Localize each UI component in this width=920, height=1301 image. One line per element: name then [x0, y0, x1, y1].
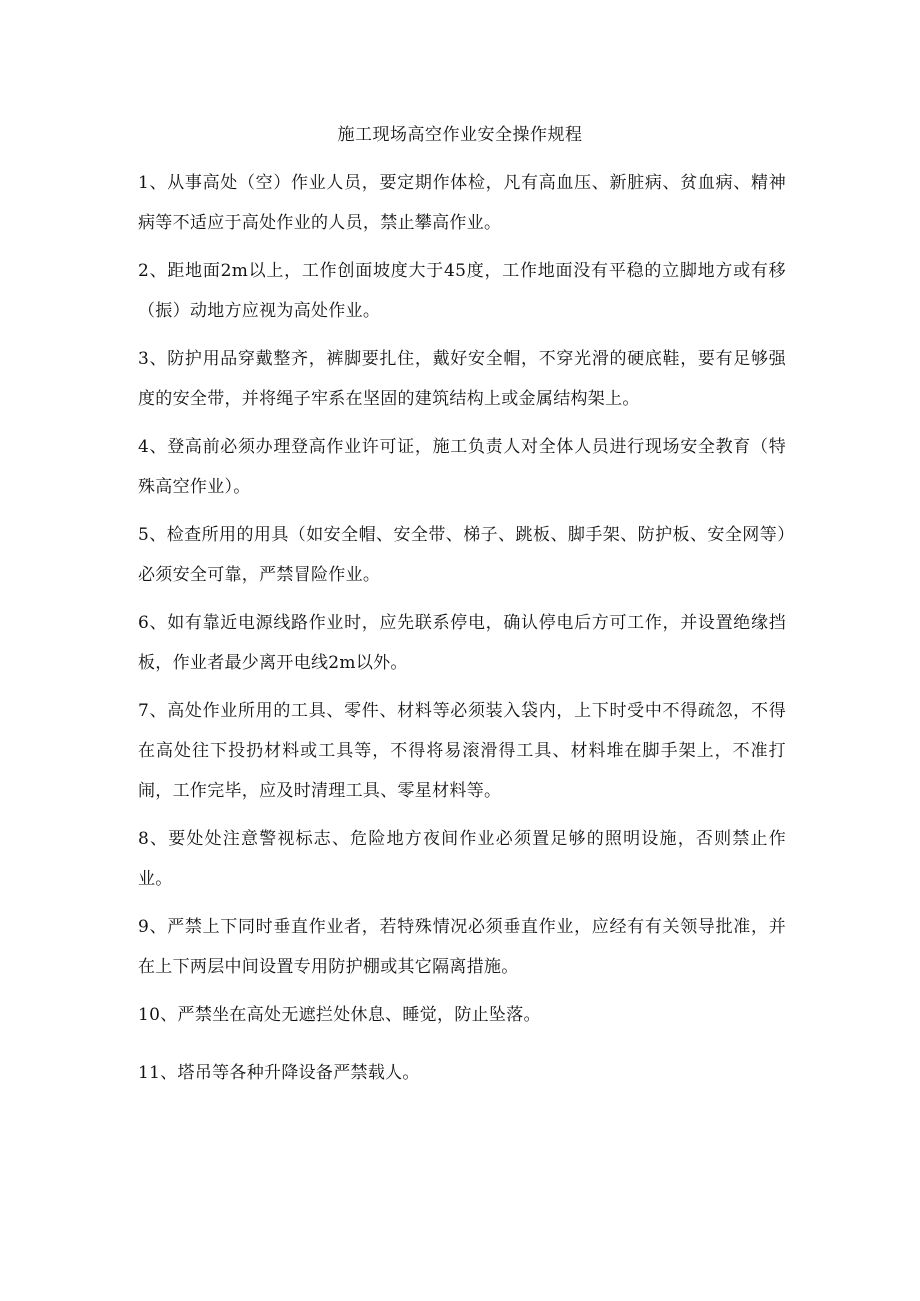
document-title: 施工现场高空作业安全操作规程: [337, 125, 583, 145]
regulation-item-8: 8、要处处注意警视标志、危险地方夜间作业必须置足够的照明设施，否则禁止作业。: [138, 829, 786, 889]
regulation-item-10: 10、严禁坐在高处无遮拦处休息、睡觉，防止坠落。: [138, 1005, 541, 1025]
regulation-item-3: 3、防护用品穿戴整齐，裤脚要扎住，戴好安全帽，不穿光滑的硬底鞋，要有足够强度的安全带，并将绳子牢系在坚固的建筑结构上或金属结构架上。: [138, 349, 786, 409]
regulation-item-1: 1、从事高处（空）作业人员，要定期作体检，凡有高血压、新脏病、贫血病、精神病等不适应于高处作业的人员，禁止攀高作业。: [138, 173, 786, 233]
regulation-item-2: 2、距地面2m以上，工作创面坡度大于45度，工作地面没有平稳的立脚地方或有移（振）动地方应视为高处作业。: [138, 261, 786, 321]
regulation-item-4: 4、登高前必须办理登高作业许可证，施工负责人对全体人员进行现场安全教育（特殊高空作业）。: [138, 437, 786, 497]
regulation-list: [138, 163, 786, 1101]
regulation-item-7: 7、高处作业所用的工具、零件、材料等必须装入袋内，上下时受中不得疏忽，不得在高处往下投扔材料或工具等，不得将易滚滑得工具、材料堆在脚手架上，不准打闹，工作完毕，应及时清理工具、零星材料等。: [138, 701, 786, 801]
regulation-item-5: 5、检查所用的用具（如安全帽、安全带、梯子、跳板、脚手架、防护板、安全网等）必须安全可靠，严禁冒险作业。: [138, 525, 786, 585]
regulation-item-9: 9、严禁上下同时垂直作业者，若特殊情况必须垂直作业，应经有有关领导批准，并在上下两层中间设置专用防护棚或其它隔离措施。: [138, 917, 786, 977]
regulation-item-6: 6、如有靠近电源线路作业时，应先联系停电，确认停电后方可工作，并设置绝缘挡板，作业者最少离开电线2m以外。: [138, 613, 786, 673]
regulation-item-11: 11、塔吊等各种升降设备严禁载人。: [138, 1063, 420, 1083]
